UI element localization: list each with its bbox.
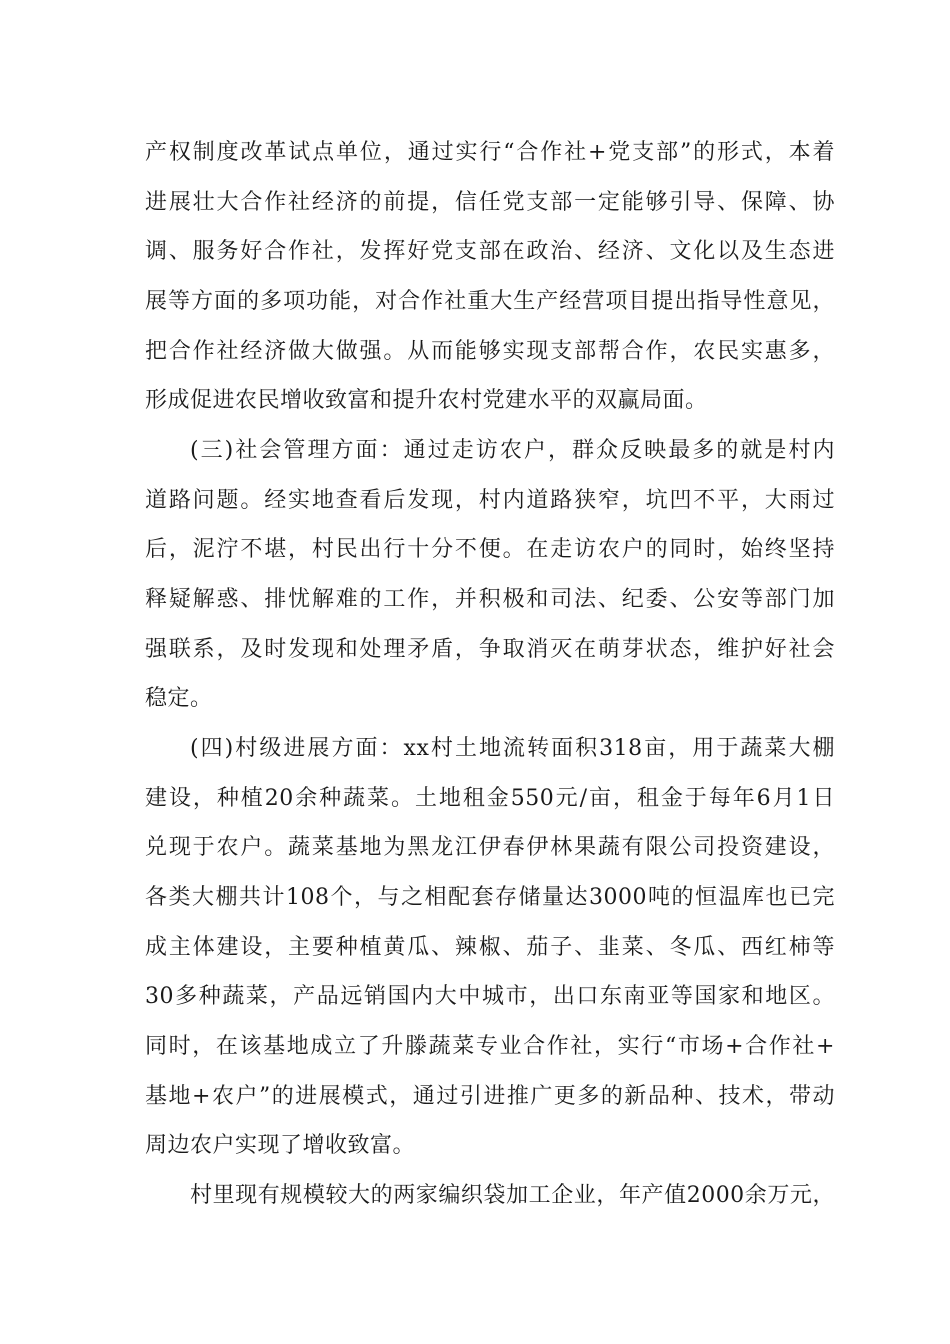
text-line: 周边农户实现了增收致富。 [145, 1133, 416, 1158]
text-line: 建设，种植20余种蔬菜。土地租金550元/亩，租金于每年6月1日 [145, 786, 835, 811]
text-line: 后，泥泞不堪，村民出行十分不便。在走访农户的同时，始终坚持 [145, 537, 835, 562]
text-line: 各类大棚共计108个，与之相配套存储量达3000吨的恒温库也已完 [145, 885, 835, 910]
text-line: 强联系，及时发现和处理矛盾，争取消灭在萌芽状态，维护好社会 [145, 637, 835, 662]
text-line: 调、服务好合作社，发挥好党支部在政治、经济、文化以及生态进 [145, 239, 835, 264]
text-line: 30多种蔬菜，产品远销国内大中城市，出口东南亚等国家和地区。 [145, 984, 835, 1009]
text-line: 释疑解惑、排忧解难的工作，并积极和司法、纪委、公安等部门加 [145, 587, 835, 612]
paragraph-start-line: 村里现有规模较大的两家编织袋加工企业，年产值2000余万元， [190, 1183, 835, 1208]
text-line: 形成促进农民增收致富和提升农村党建水平的双赢局面。 [145, 388, 708, 413]
text-line: 把合作社经济做大做强。从而能够实现支部帮合作，农民实惠多， [145, 339, 835, 364]
section-heading-line: (三)社会管理方面：通过走访农户，群众反映最多的就是村内 [190, 438, 835, 463]
text-line: 成主体建设，主要种植黄瓜、辣椒、茄子、韭菜、冬瓜、西红柿等 [145, 935, 835, 960]
text-line: 产权制度改革试点单位，通过实行“合作社+党支部”的形式，本着 [145, 140, 835, 165]
text-line: 兑现于农户。蔬菜基地为黑龙江伊春伊林果蔬有限公司投资建设， [145, 835, 835, 860]
section-heading-line: (四)村级进展方面：xx村土地流转面积318亩，用于蔬菜大棚 [190, 736, 835, 761]
text-line: 道路问题。经实地查看后发现，村内道路狭窄，坑凹不平，大雨过 [145, 488, 835, 513]
text-line: 基地+农户”的进展模式，通过引进推广更多的新品种、技术，带动 [145, 1084, 835, 1109]
text-line: 展等方面的多项功能，对合作社重大生产经营项目提出指导性意见， [145, 289, 835, 314]
text-line: 同时，在该基地成立了升滕蔬菜专业合作社，实行“市场+合作社+ [145, 1034, 835, 1059]
text-line: 进展壮大合作社经济的前提，信任党支部一定能够引导、保障、协 [145, 190, 835, 215]
text-line: 稳定。 [145, 686, 213, 711]
